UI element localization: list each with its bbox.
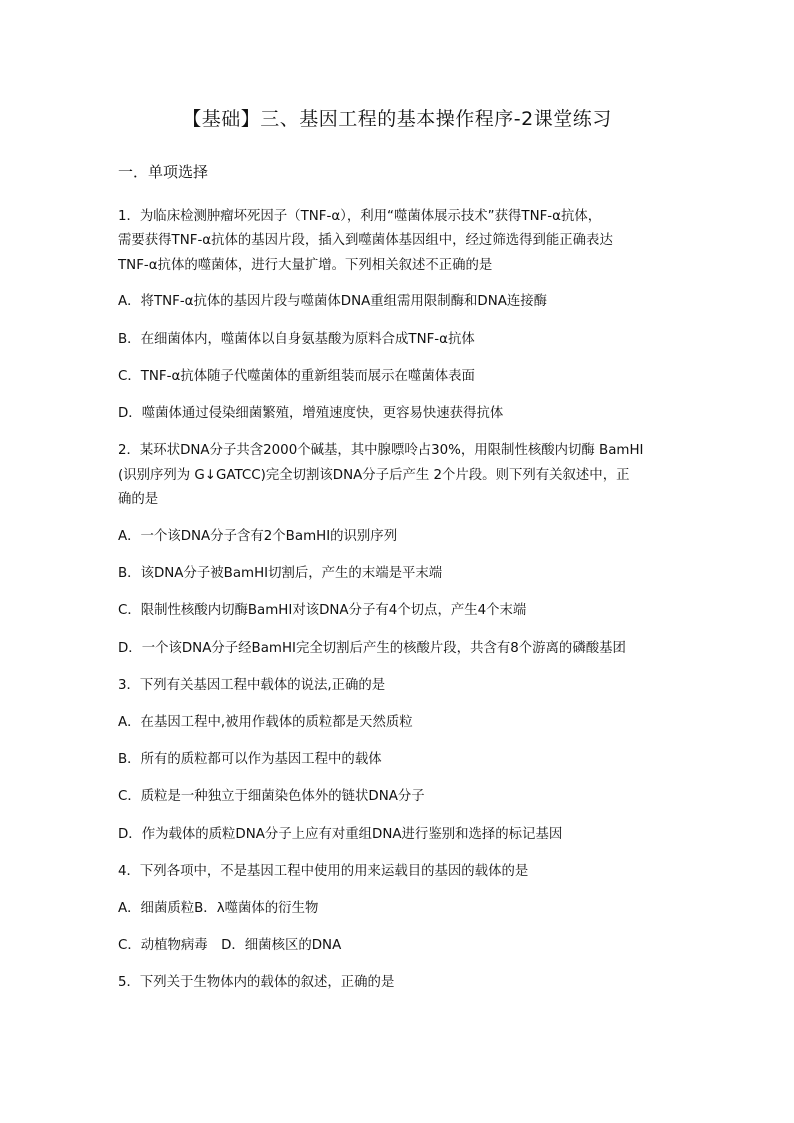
question-1-option-d: D．噬菌体通过侵染细菌繁殖，增殖速度快，更容易快速获得抗体 [118,406,504,421]
question-4-stem: 4．下列各项中，不是基因工程中使用的用来运载目的基因的载体的是 [118,864,529,879]
question-4-options-ab: A．细菌质粒B．λ噬菌体的衍生物 [118,901,319,916]
question-1-stem-line-1: 1．为临床检测肿瘤坏死因子（TNF-α），利用“噬菌体展示技术”获得TNF-α抗体， [118,209,602,224]
question-3-option-d: D．作为载体的质粒DNA分子上应有对重组DNA进行鉴别和选择的标记基因 [118,827,563,842]
question-1-stem-line-3: TNF-α抗体的噬菌体，进行大量扩增。下列相关叙述不正确的是 [118,258,493,273]
question-2-option-c: C．限制性核酸内切酶BamHⅠ对该DNA分子有4个切点，产生4个末端 [118,603,527,618]
question-1-stem-line-2: 需要获得TNF-α抗体的基因片段，插入到噬菌体基因组中，经过筛选得到能正确表达 [118,233,613,248]
question-2-stem-line-2: (识别序列为 G↓GATCC)完全切割该DNA分子后产生 2个片段。则下列有关叙述中，正 [118,468,630,483]
question-1-option-c: C．TNF-α抗体随子代噬菌体的重新组装而展示在噬菌体表面 [118,369,475,384]
question-3-option-c: C．质粒是一种独立于细菌染色体外的链状DNA分子 [118,789,425,804]
question-5-stem: 5．下列关于生物体内的载体的叙述，正确的是 [118,975,395,990]
question-3-stem: 3．下列有关基因工程中载体的说法,正确的是 [118,678,386,693]
question-1-option-b: B．在细菌体内，噬菌体以自身氨基酸为原料合成TNF-α抗体 [118,332,475,347]
question-2-stem-line-3: 确的是 [118,492,159,507]
question-2-stem-line-1: 2．某环状DNA分子共含2000个碱基，其中腺嘌呤占30%，用限制性核酸内切酶 BamHⅠ [118,443,644,458]
question-4-options-cd: C．动植物病毒 D．细菌核区的DNA [118,938,342,953]
question-3-option-b: B．所有的质粒都可以作为基因工程中的载体 [118,752,382,767]
page-title: 【基础】三、基因工程的基本操作程序-2课堂练习 [182,108,612,130]
question-1-option-a: A．将TNF-α抗体的基因片段与噬菌体DNA重组需用限制酶和DNA连接酶 [118,294,548,309]
section-heading: 一．单项选择 [118,163,209,181]
question-2-option-a: A．一个该DNA分子含有2个BamHⅠ的识别序列 [118,529,398,544]
question-3-option-a: A．在基因工程中,被用作载体的质粒都是天然质粒 [118,715,413,730]
question-2-option-d: D．一个该DNA分子经BamHI完全切割后产生的核酸片段，共含有8个游离的磷酸基团 [118,641,626,656]
question-2-option-b: B．该DNA分子被BamHⅠ切割后，产生的末端是平末端 [118,566,443,581]
